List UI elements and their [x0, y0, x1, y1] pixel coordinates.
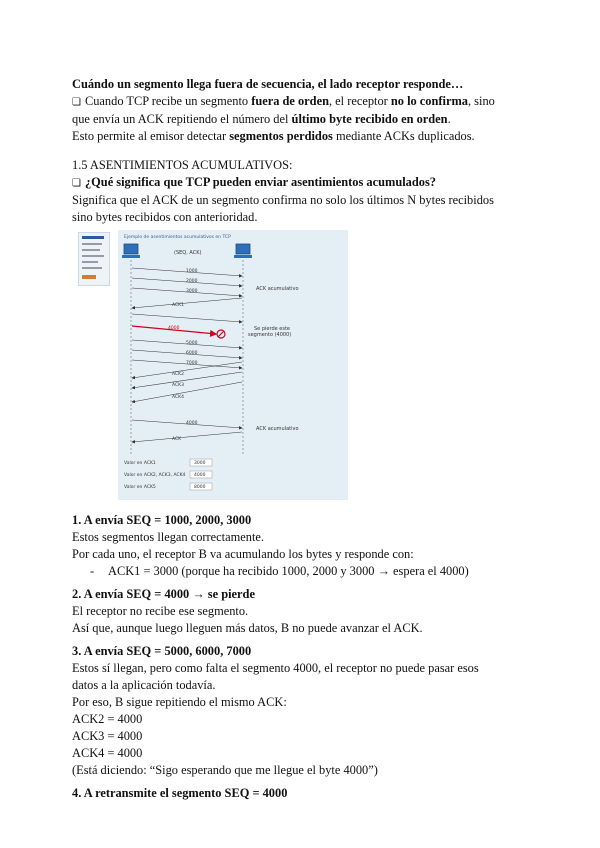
legend-label: Valor en ACK1 [124, 461, 156, 466]
step1-line: Estos segmentos llegan correctamente. [72, 530, 264, 544]
seq-ack-label: (SEQ, ACK) [174, 250, 202, 256]
figure-caption: Ejemplo de asentimientos acumulativos en TCP [124, 235, 231, 240]
step1-line: Por cada uno, el receptor B va acumulando los bytes y responde con: [72, 547, 414, 561]
ack-acum-label: ACK acumulativo [256, 286, 299, 292]
step3-line: ACK2 = 4000 [72, 712, 143, 726]
seg-label: 1000 [186, 269, 198, 274]
lost-segment-icon [217, 330, 225, 338]
checkbox-icon: ❏ [72, 178, 81, 189]
lost-note-1: Se pierde este [254, 326, 291, 332]
dash-icon: - [90, 564, 95, 578]
step3-line: Estos sí llegan, pero como falta el segmento 4000, el receptor no puede pasar esos [72, 661, 479, 675]
step2-line: El receptor no recibe ese segmento. [72, 604, 249, 618]
slide-thumbnail [78, 232, 110, 286]
step2-line: Así que, aunque luego lleguen más datos, B no puede avanzar el ACK. [72, 621, 423, 635]
ack-label: ACK4 [172, 395, 184, 400]
ack-label: ACK [172, 437, 182, 442]
legend-value: 4000 [194, 473, 206, 478]
tcp-diagram-svg [118, 230, 348, 500]
lost-note-2: segmento (4000) [248, 332, 292, 338]
intro-line2: que envía un ACK repitiendo el número del último byte recibido en orden. [72, 112, 451, 126]
step3-line: datos a la aplicación todavía. [72, 678, 216, 692]
section-title: 1.5 ASENTIMIENTOS ACUMULATIVOS: [72, 158, 293, 172]
intro-heading: Cuándo un segmento llega fuera de secuencia, el lado receptor responde… [72, 77, 464, 91]
computer-b-icon [234, 244, 252, 258]
seg-label: 7000 [186, 361, 198, 366]
step3-line: (Está diciendo: “Sigo esperando que me llegue el byte 4000”) [72, 763, 378, 777]
step2-title: 2. A envía SEQ = 4000 → se pierde [72, 587, 255, 601]
legend-label: Valor en ACK5 [124, 485, 156, 490]
section-question: ❏ ¿Qué significa que TCP pueden enviar asentimientos acumulados? [72, 175, 436, 189]
ack-acum-label: ACK acumulativo [256, 426, 299, 432]
ack-label: ACK3 [172, 383, 184, 388]
legend-value: 3000 [194, 461, 206, 466]
seg-label: 4000 [186, 421, 198, 426]
step3-title: 3. A envía SEQ = 5000, 6000, 7000 [72, 644, 252, 658]
step3-line: ACK3 = 4000 [72, 729, 143, 743]
step1-bullet: - ACK1 = 3000 (porque ha recibido 1000, 2000 y 3000 → espera el 4000) [90, 564, 469, 578]
figure-area [72, 230, 532, 506]
section-answer-1: Significa que el ACK de un segmento confirma no solo los últimos N bytes recibidos [72, 193, 494, 207]
step3-line: ACK4 = 4000 [72, 746, 143, 760]
computer-a-icon [122, 244, 140, 258]
checkbox-icon: ❏ [72, 97, 81, 108]
legend-label: Valor en ACK2, ACK3, ACK4 [124, 473, 186, 478]
intro-bullet: ❏ Cuando TCP recibe un segmento fuera de orden, el receptor no lo confirma, sino [72, 94, 495, 108]
step1-title: 1. A envía SEQ = 1000, 2000, 3000 [72, 513, 252, 527]
legend-value: 8000 [194, 485, 206, 490]
tcp-diagram [118, 230, 348, 500]
intro-line3: Esto permite al emisor detectar segmentos perdidos mediante ACKs duplicados. [72, 129, 475, 143]
seg-label: 3000 [186, 289, 198, 294]
seg-label: 2000 [186, 279, 198, 284]
step4-title: 4. A retransmite el segmento SEQ = 4000 [72, 786, 288, 800]
step3-line: Por eso, B sigue repitiendo el mismo ACK: [72, 695, 287, 709]
ack-label: ACK1 [172, 303, 184, 308]
seg-label: 5000 [186, 341, 198, 346]
ack-label: ACK2 [172, 372, 184, 377]
seg-label: 6000 [186, 351, 198, 356]
section-answer-2: sino bytes recibidos con anterioridad. [72, 210, 258, 224]
document-page [72, 76, 532, 802]
seg-label-lost: 4000 [168, 326, 180, 331]
